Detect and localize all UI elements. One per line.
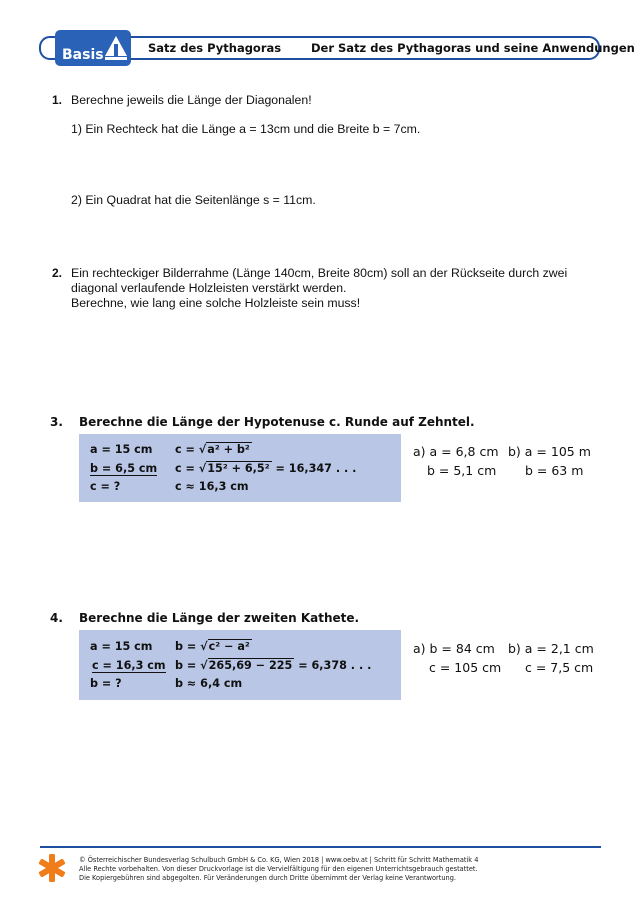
task-1-part-2: 2) Ein Quadrat hat die Seitenlänge s = 11cm. (71, 193, 316, 207)
radicand: 15² + 6,5² (207, 461, 270, 475)
publisher-logo-icon (38, 853, 66, 883)
given-value: c = ? (90, 480, 121, 493)
footer-rights: Alle Rechte vorbehalten. Von dieser Druckvorlage ist die Vervielfältigung für den eigenen Unterrichtsgebrauch gestattet. (79, 865, 478, 873)
task-4-exercise-a: a) b = 84 cm c = 105 cm (413, 641, 502, 675)
task-2-line-2: diagonal verlaufende Holzleisten verstärkt werden. (71, 281, 347, 295)
task-4-title: Berechne die Länge der zweiten Kathete. (79, 611, 360, 625)
formula-line: b = √c² − a² (175, 640, 250, 653)
task-3-exercise-b: b) a = 105 m b = 63 m (508, 444, 591, 478)
calculation-line: c = √15² + 6,5² = 16,347 . . . (175, 461, 357, 475)
task-2-line-1: Ein rechteckiger Bilderrahme (Länge 140cm, Breite 80cm) soll an der Rückseite durch zwei (71, 266, 568, 280)
task-3-number: 3. (50, 415, 63, 429)
footer-copyright: © Österreichischer Bundesverlag Schulbuch GmbH & Co. KG, Wien 2018 | www.oebv.at | Schritt für Schritt Mathematik 4 (79, 856, 479, 864)
task-3-solution (175, 441, 356, 497)
given-value: b = ? (90, 677, 122, 690)
task-2-number: 2. (52, 266, 63, 280)
task-4-solution (175, 638, 371, 694)
radicand: 265,69 − 225 (208, 658, 293, 672)
task-4-number: 4. (50, 611, 63, 625)
triangle-icon (103, 34, 129, 62)
header-topic: Satz des Pythagoras (148, 41, 282, 55)
given-value: b = 6,5 cm (90, 461, 158, 475)
task-4-given (90, 638, 166, 694)
task-1-number: 1. (52, 93, 63, 107)
given-value: a = 15 cm (90, 640, 153, 653)
formula-line: c = √a² + b² (175, 443, 250, 456)
given-value: a = 15 cm (90, 443, 153, 456)
task-3-title: Berechne die Länge der Hypotenuse c. Runde auf Zehntel. (79, 415, 475, 429)
radicand: a² + b² (207, 443, 250, 456)
footer-rule (40, 846, 601, 848)
result-line: b ≈ 6,4 cm (175, 677, 243, 690)
task-4-exercise-b: b) a = 2,1 cm c = 7,5 cm (508, 641, 594, 675)
level-badge-label: Basis (62, 47, 104, 63)
task-3-given (90, 441, 157, 497)
given-value: c = 16,3 cm (92, 658, 166, 672)
task-2-line-3: Berechne, wie lang eine solche Holzleiste sein muss! (71, 296, 361, 310)
task-1-title: Berechne jeweils die Länge der Diagonalen! (71, 93, 312, 107)
task-3-exercise-a: a) a = 6,8 cm b = 5,1 cm (413, 444, 499, 478)
task-1-part-1: 1) Ein Rechteck hat die Länge a = 13cm und die Breite b = 7cm. (71, 122, 421, 136)
radicand: c² − a² (208, 640, 250, 653)
calculation-line: b = √265,69 − 225 = 6,378 . . . (175, 658, 372, 672)
header-subtitle: Der Satz des Pythagoras und seine Anwendungen (311, 41, 635, 55)
footer-disclaimer: Die Kopiergebühren sind abgegolten. Für Veränderungen durch Dritte übernimmt der Verlag keine Verantwortung. (79, 874, 456, 882)
result-line: c ≈ 16,3 cm (175, 480, 249, 493)
